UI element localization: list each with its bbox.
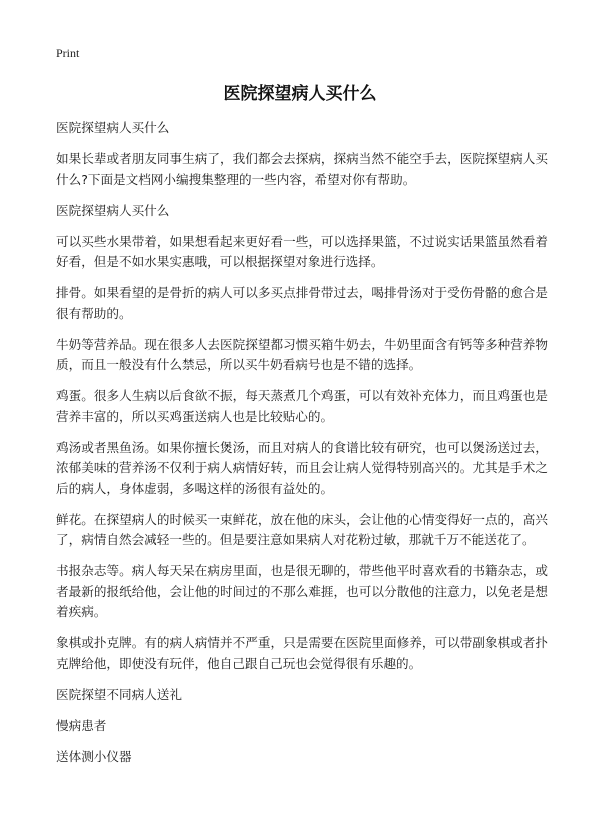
milk-paragraph: 牛奶等营养品。现在很多人去医院探望都习惯买箱牛奶去，牛奶里面含有钙等多种营养物质，而且一般没有什么禁忌，所以买牛奶看病号也是不错的选择。 (56, 336, 548, 372)
soup-paragraph: 鸡汤或者黑鱼汤。如果你擅长煲汤，而且对病人的食谱比较有研究，也可以煲汤送过去，浓郁美味的营养汤不仅利于病人病情好转，而且会让病人觉得特别高兴的。尤其是手术之后的病人，身体虚弱，多喝这样的汤很有益处的。 (56, 439, 548, 496)
chess-paragraph: 象棋或扑克牌。有的病人病情并不严重，只是需要在医院里面修养，可以带副象棋或者扑克牌给他，即使没有玩伴，他自己跟自己玩也会觉得很有乐趣的。 (56, 635, 548, 671)
print-link[interactable]: Print (56, 46, 80, 60)
intro-paragraph: 如果长辈或者朋友同事生病了，我们都会去探病，探病当然不能空手去，医院探望病人买什么?下面是文档网小编搜集整理的一些内容，希望对你有帮助。 (56, 151, 548, 187)
section-heading: 医院探望不同病人送礼 (56, 686, 182, 702)
subheading-body-test-device: 送体测小仪器 (56, 748, 132, 764)
fruit-paragraph: 可以买些水果带着，如果想看起来更好看一些，可以选择果篮，不过说实话果篮虽然看着好看，但是不如水果实惠哦，可以根据探望对象进行选择。 (56, 233, 548, 269)
eggs-paragraph: 鸡蛋。很多人生病以后食欲不振，每天蒸煮几个鸡蛋，可以有效补充体力，而且鸡蛋也是营养丰富的，所以买鸡蛋送病人也是比较贴心的。 (56, 388, 548, 424)
subheading-chronic-patients: 慢病患者 (56, 717, 107, 733)
article-body (56, 118, 548, 778)
section-heading: 医院探望病人买什么 (56, 120, 170, 135)
section-heading: 医院探望病人买什么 (56, 202, 170, 218)
books-paragraph: 书报杂志等。病人每天呆在病房里面，也是很无聊的，带些他平时喜欢看的书籍杂志，或者最新的报纸给他，会让他的时间过的不那么难捱，也可以分散他的注意力，以免老是想着疾病。 (56, 563, 548, 619)
flowers-paragraph: 鲜花。在探望病人的时候买一束鲜花，放在他的床头，会让他的心情变得好一点的，高兴了，病情自然会减轻一些的。但是要注意如果病人对花粉过敏，那就千万不能送花了。 (56, 511, 548, 547)
ribs-paragraph: 排骨。如果看望的是骨折的病人可以多买点排骨带过去，喝排骨汤对于受伤骨骼的愈合是很有帮助的。 (56, 285, 548, 321)
page-title: 医院探望病人买什么 (223, 84, 377, 104)
